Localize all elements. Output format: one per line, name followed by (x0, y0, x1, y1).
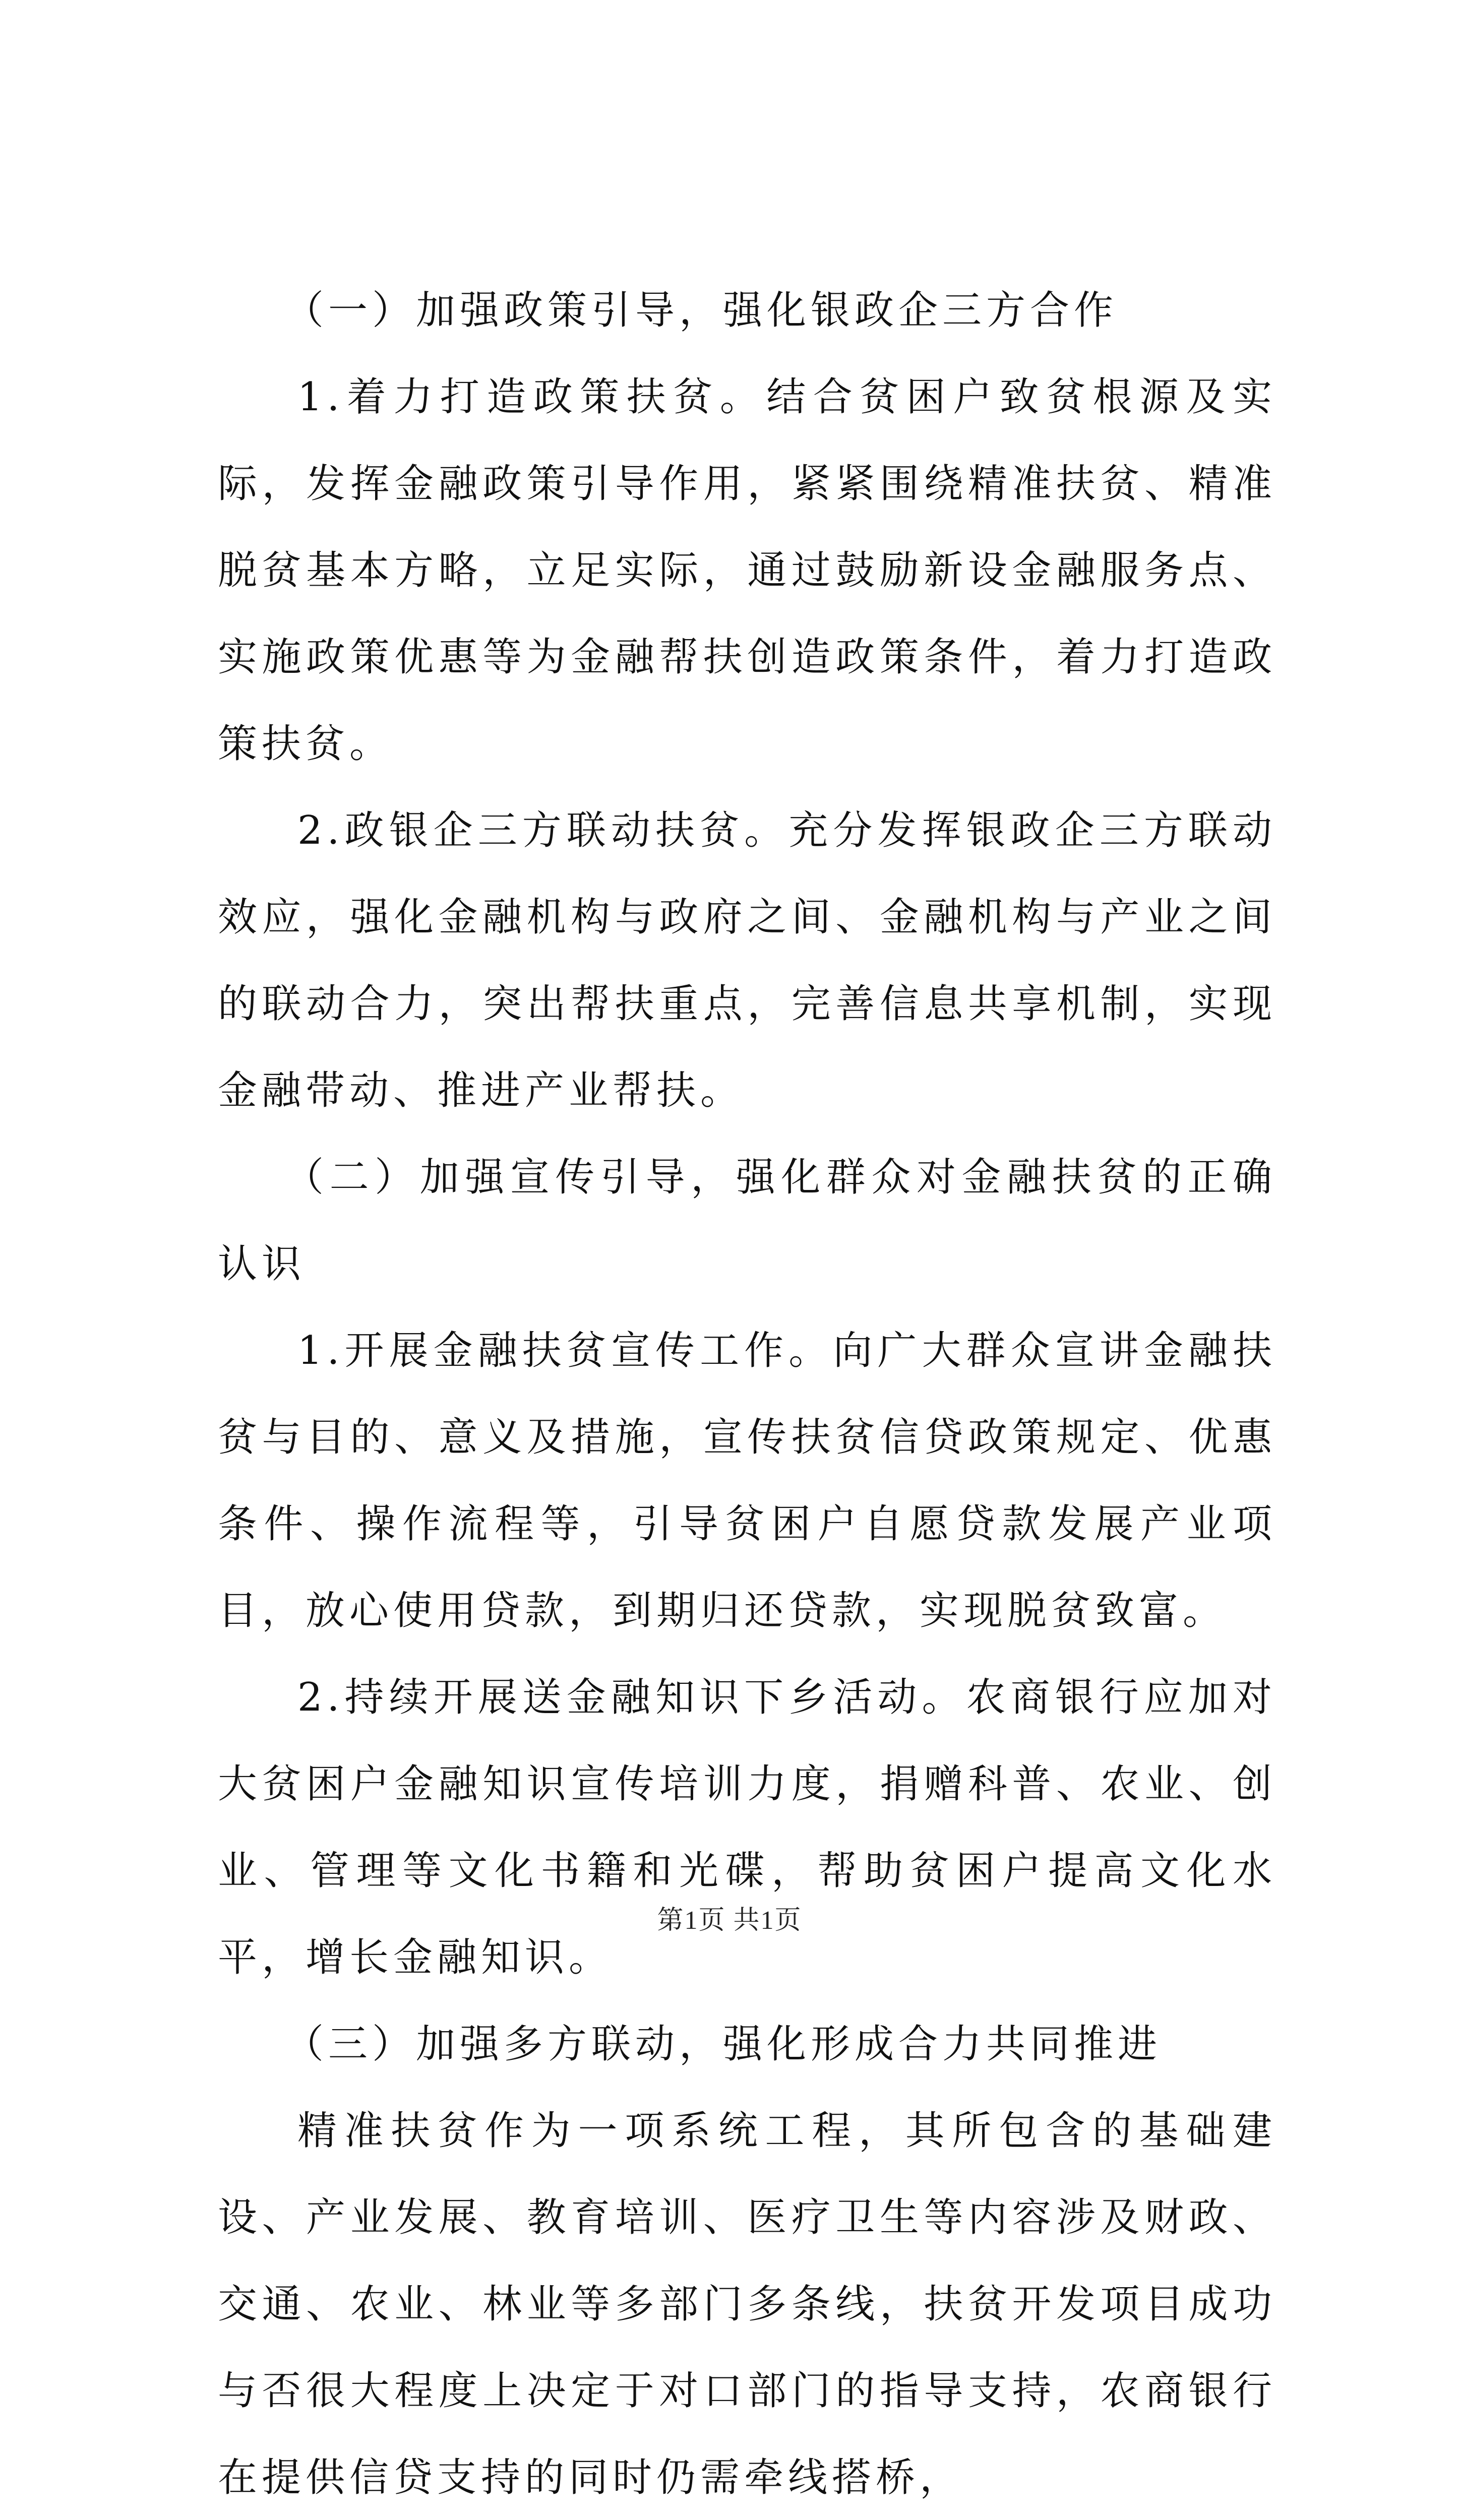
body-paragraph: 1.着力打造政策扶贫。结合贫困户致贫根源及实际，发挥金融政策引导作用，紧紧围绕精准扶贫、精准脱贫基本方略，立足实际，通过鼓励新设金融服务点、实施政策优惠等为金融帮扶创造政策条件，着力打造政策扶贫。 (218, 374, 1276, 767)
section-heading-3: （三）加强多方联动，强化形成合力共同推进 (284, 2022, 1162, 2067)
page-footer: 第1页 共1页 (657, 1906, 802, 1935)
body-paragraph: 2.政银企三方联动扶贫。充分发挥银政企三方联动效应，强化金融机构与政府之间、金融机构与产业之间的联动合力，突出帮扶重点，完善信息共享机制，实现金融带动、推进产业帮扶。 (218, 808, 1276, 1113)
document-body (218, 267, 1276, 2520)
section-heading-1: （一）加强政策引导，强化银政企三方合作 (284, 288, 1118, 333)
body-paragraph: 精准扶贫作为一项系统工程，其所包含的基础建设、产业发展、教育培训、医疗卫生等内容涉及财政、交通、农业、林业等多部门多条线，扶贫开发项目成功与否很大程度上决定于对口部门的指导支持，农商银行在提供信贷支持的同时仍需牵线搭桥， (218, 2108, 1276, 2500)
body-paragraph: 1.开展金融扶贫宣传工作。向广大群众宣讲金融扶贫与目的、意义及措施，宣传扶贫信贷政策规定、优惠条件、操作流程等，引导贫困户自愿贷款发展产业项目，放心使用贷款，到期归还贷款，实现脱贫致富。 (218, 1328, 1276, 1633)
body-paragraph: 2.持续开展送金融知识下乡活动。农商银行应加对大贫困户金融知识宣传培训力度，捐赠科普、农业、创业、管理等文化书籍和光碟，帮助贫困户提高文化水平，增长金融知识。 (218, 1675, 1276, 1980)
section-heading-2: （二）加强宣传引导，强化群众对金融扶贫的正确认识 (218, 1155, 1276, 1287)
